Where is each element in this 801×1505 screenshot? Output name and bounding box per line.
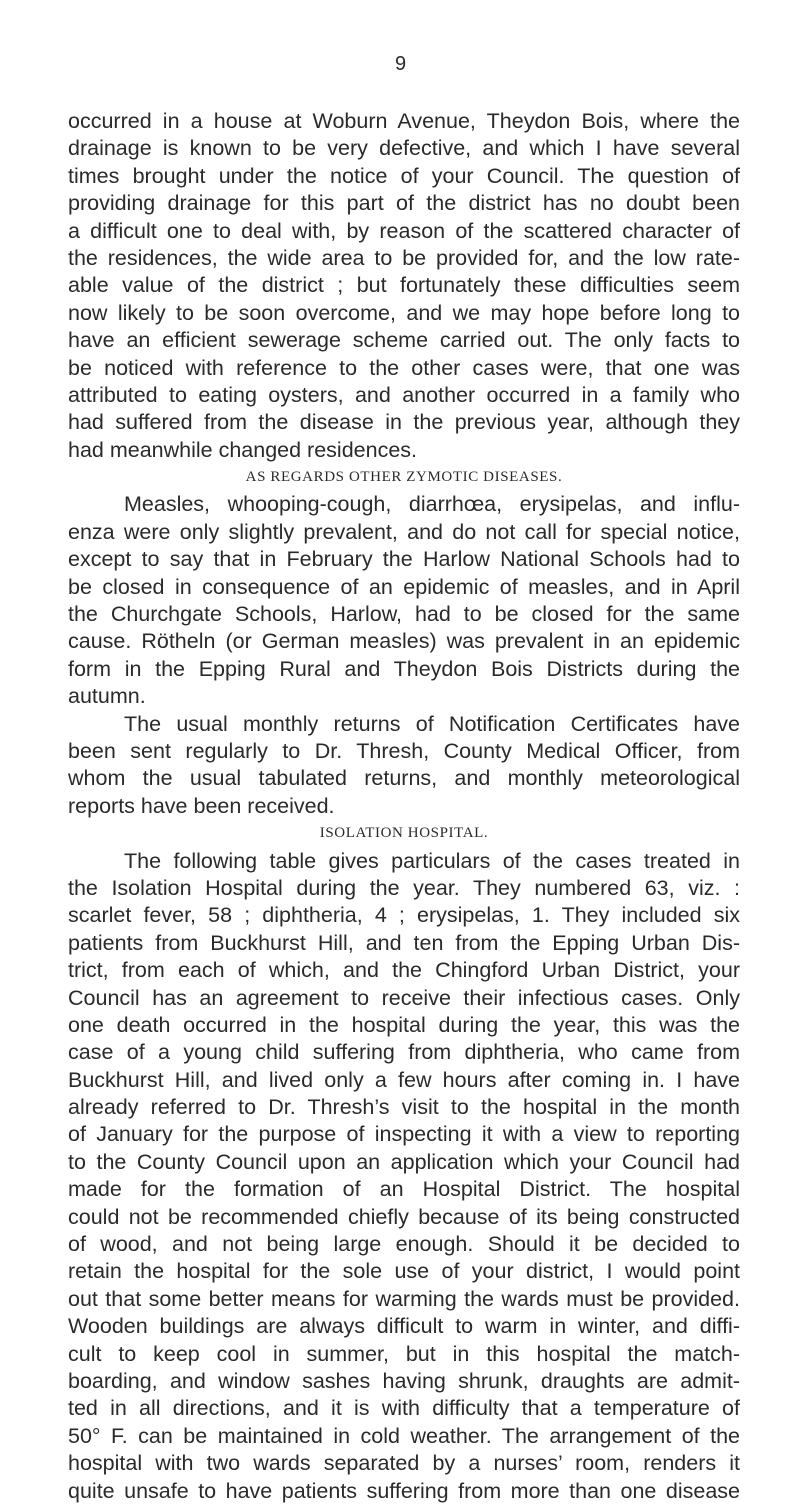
text-line: one death occurred in the hospital during the year, this was the — [68, 1012, 740, 1037]
text-line: patients from Buckhurst Hill, and ten from the Epping Urban Dis- — [68, 930, 740, 955]
page-number: 9 — [394, 53, 407, 75]
text-line: ted in all directions, and it is with difficulty that a temperature of — [68, 1396, 740, 1421]
text-line: whom the usual tabulated returns, and monthly meteorological — [68, 766, 740, 791]
text-line: drainage is known to be very defective, and which I have several — [68, 136, 740, 161]
text-line: scarlet fever, 58 ; diphtheria, 4 ; erysipelas, 1. They included six — [68, 903, 740, 928]
text-line: except to say that in February the Harlow National Schools had to — [68, 547, 740, 572]
text-line: already referred to Dr. Thresh’s visit to the hospital in the month — [68, 1095, 740, 1120]
text-line: The usual monthly returns of Notification Certificates have — [124, 711, 740, 736]
paragraph-returns — [68, 711, 740, 821]
text-line: case of a young child suffering from diphtheria, who came from — [68, 1040, 740, 1065]
text-line: made for the formation of an Hospital District. The hospital — [68, 1177, 740, 1202]
text-line: able value of the district ; but fortunately these difficulties seem — [68, 273, 740, 298]
text-line: the Isolation Hospital during the year. They numbered 63, viz. : — [68, 875, 740, 900]
text-line: occurred in a house at Woburn Avenue, Theydon Bois, where the — [68, 109, 740, 133]
body-text — [68, 108, 740, 1505]
text-line: a difficult one to deal with, by reason of the scattered character of — [68, 218, 740, 243]
text-line: Wooden buildings are always difficult to warm in winter, and diffi- — [68, 1314, 740, 1339]
text-line: retain the hospital for the sole use of your district, I would point — [68, 1259, 740, 1284]
paragraph-measles — [68, 491, 740, 710]
text-line: hospital with two wards separated by a nurses’ room, renders it — [68, 1451, 740, 1476]
text-line: cult to keep cool in summer, but in this hospital the match- — [68, 1341, 740, 1366]
text-line: had suffered from the disease in the previous year, although they — [68, 410, 740, 435]
text-line: quite unsafe to have patients suffering from more than one disease — [68, 1478, 740, 1503]
text-line: Measles, whooping-cough, diarrhœa, erysipelas, and influ- — [124, 492, 740, 517]
text-line: reports have been received. — [68, 793, 335, 818]
text-line: 50° F. can be maintained in cold weather. The arrangement of the — [68, 1423, 740, 1448]
text-line: the Churchgate Schools, Harlow, had to be closed for the same — [68, 602, 740, 627]
text-line: of January for the purpose of inspecting it with a view to reporting — [68, 1122, 740, 1147]
text-line: Council has an agreement to receive their infectious cases. Only — [68, 985, 740, 1010]
text-line: of wood, and not being large enough. Should it be decided to — [68, 1232, 740, 1257]
text-line: out that some better means for warming the wards must be provided. — [68, 1286, 740, 1311]
text-line: enza were only slightly prevalent, and do not call for special notice, — [68, 519, 740, 544]
text-line: now likely to be soon overcome, and we may hope before long to — [68, 300, 740, 325]
text-line: to the County Council upon an application which your Council had — [68, 1149, 740, 1174]
text-line: boarding, and window sashes having shrunk, draughts are admit- — [68, 1368, 740, 1393]
text-line: Buckhurst Hill, and lived only a few hours after coming in. I have — [68, 1067, 740, 1092]
text-line: be closed in consequence of an epidemic of measles, and in April — [68, 574, 740, 599]
text-line: been sent regularly to Dr. Thresh, County Medical Officer, from — [68, 738, 740, 763]
paragraph-isolation-hospital — [68, 848, 740, 1505]
section-heading-isolation-hospital: ISOLATION HOSPITAL. — [319, 825, 489, 842]
text-line: the residences, the wide area to be provided for, and the low rate- — [68, 245, 740, 270]
text-line: form in the Epping Rural and Theydon Bois Districts during the — [68, 656, 740, 681]
text-line: had meanwhile changed residences. — [68, 437, 418, 462]
text-line: providing drainage for this part of the district has no doubt been — [68, 191, 740, 216]
paragraph-drainage — [68, 108, 740, 464]
text-line: times brought under the notice of your Council. The question of — [68, 163, 740, 188]
text-line: trict, from each of which, and the Chingford Urban District, your — [68, 958, 740, 983]
text-line: be noticed with reference to the other cases were, that one was — [68, 355, 740, 380]
text-line: The following table gives particulars of the cases treated in — [124, 848, 740, 873]
text-line: have an efficient sewerage scheme carried out. The only facts to — [68, 328, 740, 353]
text-line: could not be recommended chiefly because of its being constructed — [68, 1204, 740, 1229]
section-heading-zymotic: AS REGARDS OTHER ZYMOTIC DISEASES. — [245, 469, 563, 486]
text-line: cause. Rötheln (or German measles) was prevalent in an epidemic — [68, 629, 740, 654]
text-line: autumn. — [68, 684, 146, 709]
text-line: attributed to eating oysters, and another occurred in a family who — [68, 382, 740, 407]
